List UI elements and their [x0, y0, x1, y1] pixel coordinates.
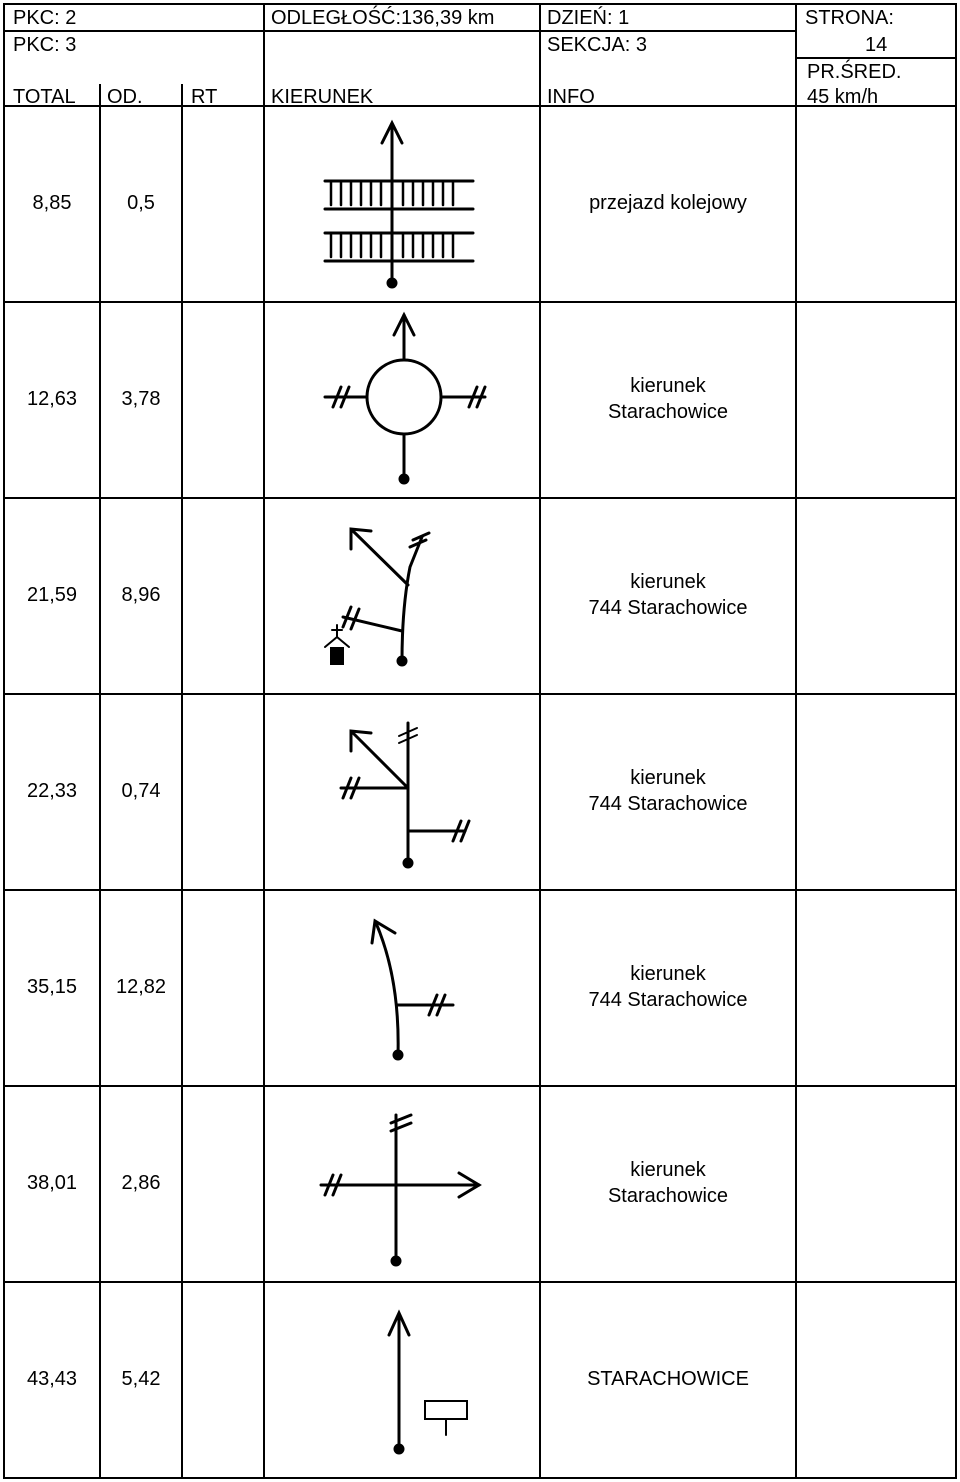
info-line-2: 744 Starachowice — [588, 989, 748, 1011]
total-distance: 22,33 — [26, 779, 78, 802]
bend-left-icon — [265, 889, 539, 1085]
crossroad-right-icon — [265, 1085, 539, 1281]
distance: ODLEGŁOŚĆ:136,39 km — [271, 7, 495, 29]
direction-cell — [265, 105, 541, 301]
table-row — [3, 301, 957, 499]
table-row — [3, 1281, 957, 1479]
col-total-header: TOTAL — [13, 86, 76, 108]
info-line-1: kierunek — [630, 963, 706, 985]
avg-cell — [797, 1281, 957, 1477]
partial-distance: 5,42 — [121, 1367, 161, 1390]
section: SEKCJA: 3 — [547, 34, 648, 56]
info-line-1: STARACHOWICE — [587, 1368, 749, 1390]
direction-cell — [265, 1281, 541, 1477]
rt-cell — [183, 693, 265, 889]
col-direction-header: KIERUNEK — [271, 86, 374, 108]
direction-cell — [265, 301, 541, 497]
pkc-end: PKC: 3 — [13, 34, 77, 56]
info-line-2: Starachowice — [607, 401, 729, 423]
rt-cell — [183, 889, 265, 1085]
straight-town-sign-icon — [265, 1281, 539, 1477]
junction-left-diagonal-icon — [265, 693, 539, 889]
direction-cell — [265, 497, 541, 693]
avg-cell — [797, 889, 957, 1085]
info-line-2: 744 Starachowice — [588, 597, 748, 619]
avg-cell — [797, 497, 957, 693]
direction-cell — [265, 1085, 541, 1281]
total-distance: 12,63 — [26, 387, 78, 410]
table-row — [3, 693, 957, 891]
roundabout-icon — [265, 301, 539, 497]
table-row — [3, 105, 957, 303]
col-info-header: INFO — [547, 86, 595, 108]
railway-crossing-icon — [265, 105, 539, 301]
junction-church-icon — [265, 497, 539, 693]
rt-cell — [183, 105, 265, 301]
avg-speed-label: PR.ŚRED. — [807, 61, 902, 83]
direction-cell — [265, 693, 541, 889]
info-line-1: kierunek — [630, 571, 706, 593]
rt-cell — [183, 1281, 265, 1477]
partial-distance: 0,74 — [121, 779, 161, 802]
page-number: 14 — [865, 34, 888, 56]
total-distance: 35,15 — [26, 975, 78, 998]
col-rt-header: RT — [191, 86, 218, 108]
partial-distance: 2,86 — [121, 1171, 161, 1194]
table-row — [3, 889, 957, 1087]
roadbook-header — [3, 3, 957, 107]
total-distance: 43,43 — [26, 1367, 78, 1390]
table-row — [3, 497, 957, 695]
total-distance: 8,85 — [32, 191, 72, 214]
avg-speed-value: 45 km/h — [807, 86, 879, 108]
info-line-1: kierunek — [630, 375, 706, 397]
rt-cell — [183, 1085, 265, 1281]
partial-distance: 0,5 — [127, 191, 155, 214]
total-distance: 38,01 — [26, 1171, 78, 1194]
partial-distance: 3,78 — [121, 387, 161, 410]
day: DZIEŃ: 1 — [547, 7, 630, 29]
info-line-2: 744 Starachowice — [588, 793, 748, 815]
partial-distance: 12,82 — [115, 975, 167, 998]
info-line-1: kierunek — [630, 767, 706, 789]
col-od-header: OD. — [107, 86, 143, 108]
avg-cell — [797, 105, 957, 301]
avg-cell — [797, 693, 957, 889]
total-distance: 21,59 — [26, 583, 78, 606]
avg-cell — [797, 1085, 957, 1281]
pkc-start: PKC: 2 — [13, 7, 77, 29]
direction-cell — [265, 889, 541, 1085]
info-line-2: Starachowice — [607, 1185, 729, 1207]
page-label: STRONA: — [805, 7, 894, 29]
avg-cell — [797, 301, 957, 497]
info-line-1: przejazd kolejowy — [589, 192, 747, 214]
partial-distance: 8,96 — [121, 583, 161, 606]
rt-cell — [183, 301, 265, 497]
rt-cell — [183, 497, 265, 693]
table-row — [3, 1085, 957, 1283]
info-line-1: kierunek — [630, 1159, 706, 1181]
